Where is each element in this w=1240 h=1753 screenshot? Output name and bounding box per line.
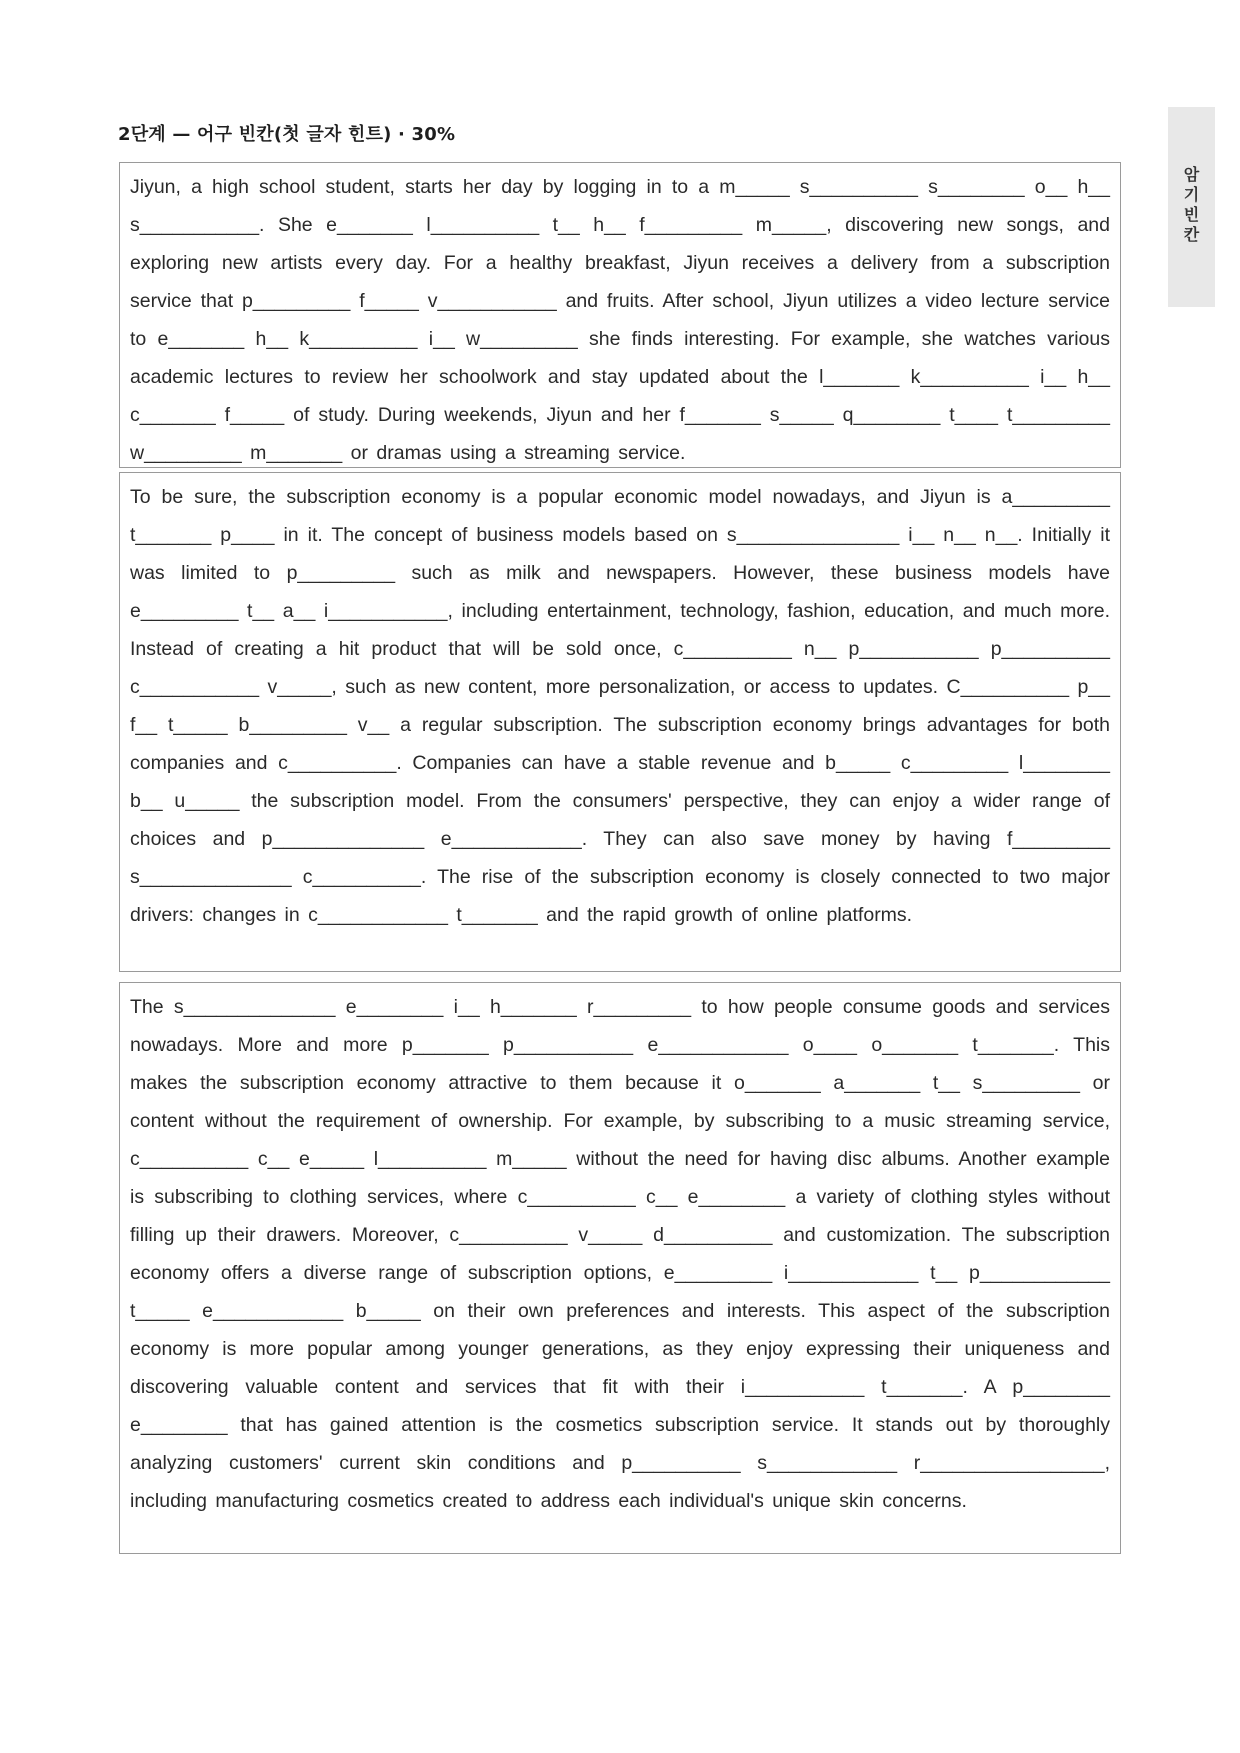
passage-box-2 bbox=[119, 472, 1121, 972]
passage-text-2: To be sure, the subscription economy is a popular economic model nowadays, and Jiyun is a_________ t_______ p____ in it. The concept of business models based on s_______________ i__ n__ n__. Initially it was limited to p_________ such as milk and newspapers. However, these business models have e_________ t__ a__ i___________, including entertainment, technology, fashion, education, and much more. Instead of creating a hit product that will be sold once, c__________ n__ p___________ p__________ c___________ v_____, such as new content, more personalization, or access to updates. C__________ p__ f__ t_____ b_________ v__ a regular subscription. The subscription economy brings advantages for both companies and c__________. Companies can have a stable revenue and b_____ c_________ l________ b__ u_____ the subscription model. From the consumers' perspective, they can enjoy a wider range of choices and p______________ e____________. They can also save money by having f_________ s______________ c__________. The rise of the subscription economy is closely connected to two major drivers: changes in c____________ t_______ and the rapid growth of online platforms. bbox=[130, 486, 1110, 926]
passage-box-3 bbox=[119, 982, 1121, 1554]
passage-box-1 bbox=[119, 162, 1121, 468]
passage-text-3: The s______________ e________ i__ h_______ r_________ to how people consume goods and services nowadays. More and more p_______ p___________ e____________ o____ o_______ t_______. This makes the subscription economy attractive to them because it o_______ a_______ t__ s_________ or content without the requirement of ownership. For example, by subscribing to a music streaming service, c__________ c__ e_____ l__________ m_____ without the need for having disc albums. Another example is subscribing to clothing services, where c__________ c__ e________ a variety of clothing styles without filling up their drawers. Moreover, c__________ v_____ d__________ and customization. The subscription economy offers a diverse range of subscription options, e_________ i____________ t__ p____________ t_____ e____________ b_____ on their own preferences and interests. This aspect of the subscription economy is more popular among younger generations, as they enjoy expressing their uniqueness and discovering valuable content and services that fit with their i___________ t_______. A p________ e________ that has gained attention is the cosmetics subscription service. It stands out by thoroughly analyzing customers' current skin conditions and p__________ s____________ r_________________, including manufacturing cosmetics created to address each individual's unique skin concerns. bbox=[130, 996, 1110, 1512]
page-title: 2단계 — 어구 빈칸(첫 글자 힌트) · 30% bbox=[118, 124, 456, 145]
passage-text-1: Jiyun, a high school student, starts her day by logging in to a m_____ s__________ s________ o__ h__ s___________. She e_______ l__________ t__ h__ f_________ m_____, discovering new songs, and exploring new artists every day. For a healthy breakfast, Jiyun receives a delivery from a subscription service that p_________ f_____ v___________ and fruits. After school, Jiyun utilizes a video lecture service to e_______ h__ k__________ i__ w_________ she finds interesting. For example, she watches various academic lectures to review her schoolwork and stay updated about the l_______ k__________ i__ h__ c_______ f_____ of study. During weekends, Jiyun and her f_______ s_____ q________ t____ t_________ w_________ m_______ or dramas using a streaming service. bbox=[130, 176, 1110, 464]
side-tab bbox=[1168, 107, 1215, 307]
side-tab-label: 암 기 빈 칸 bbox=[1183, 165, 1200, 244]
